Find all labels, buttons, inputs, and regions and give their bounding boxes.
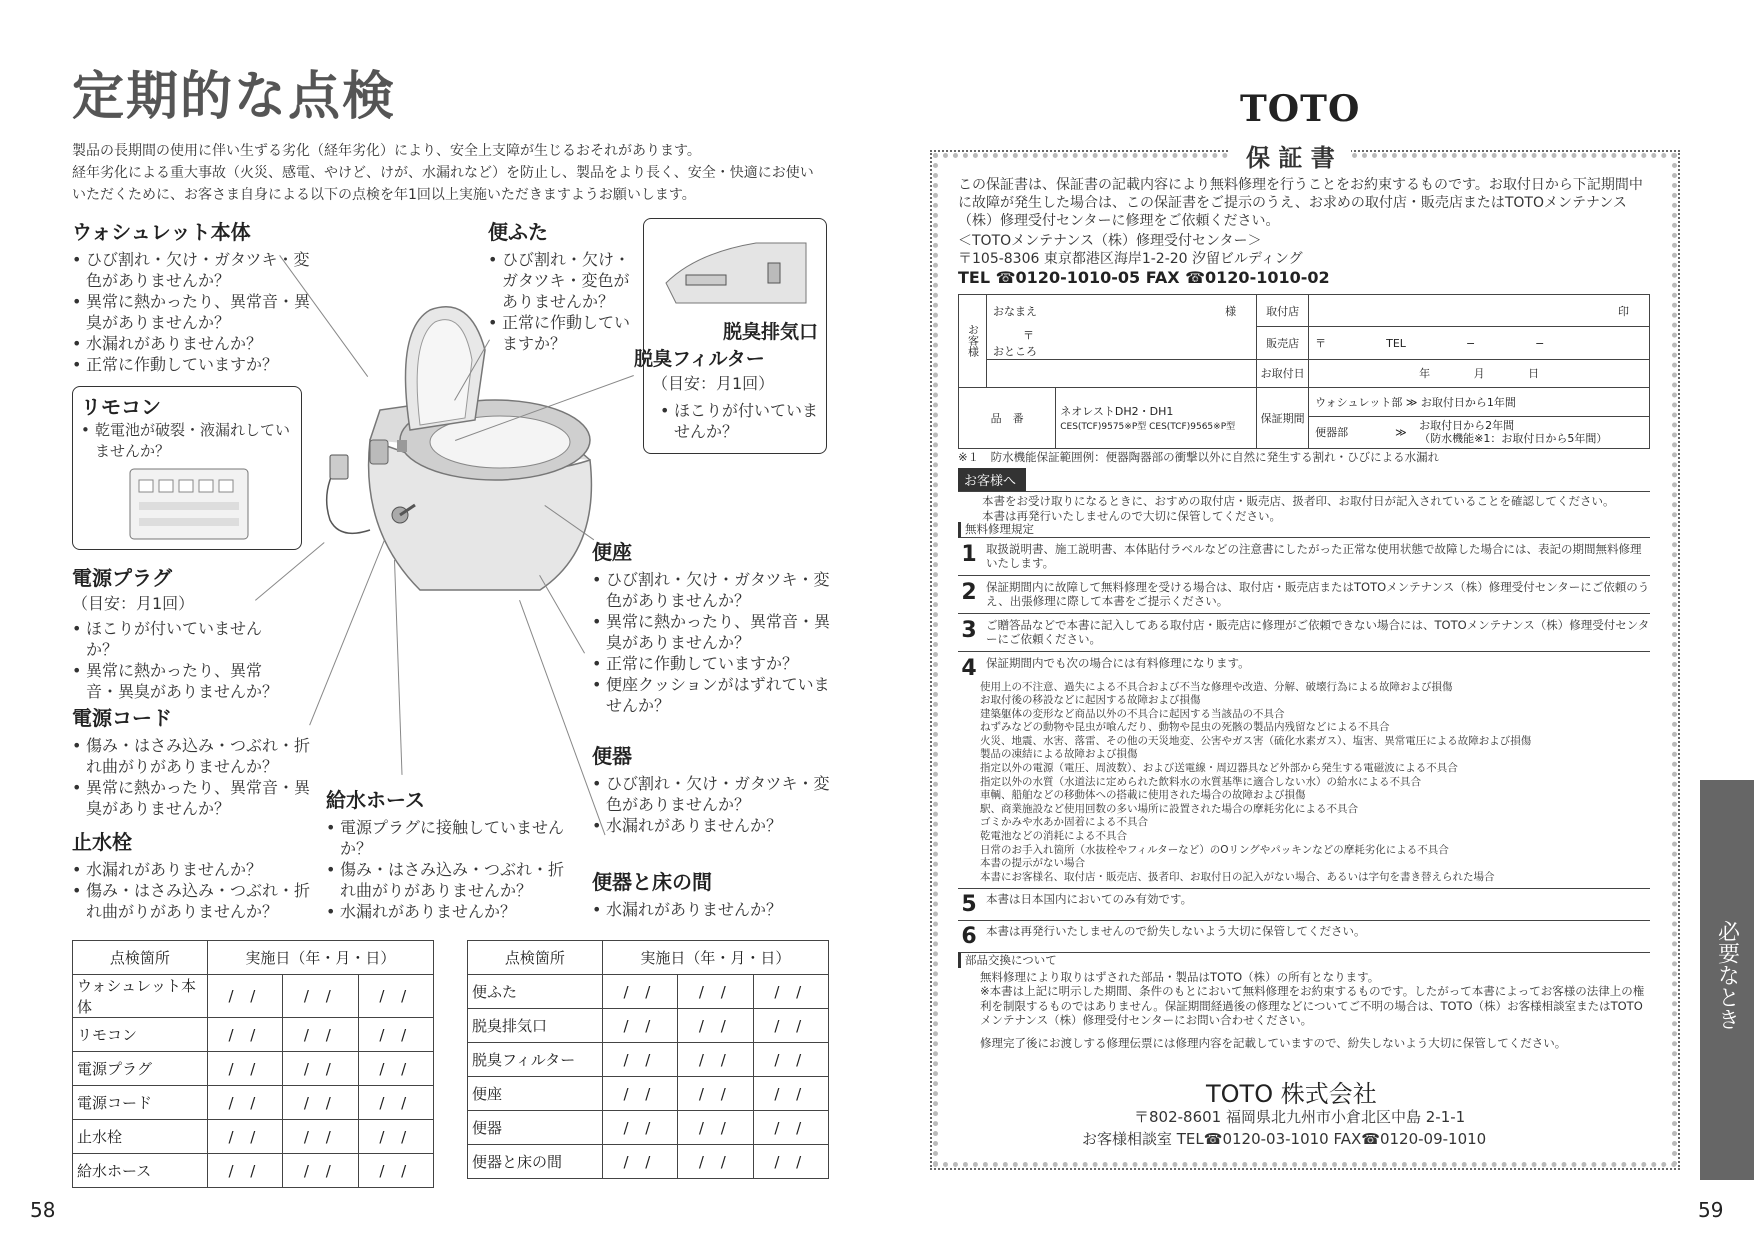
inkan-mark: 印 xyxy=(1309,295,1650,327)
table-row: 脱臭排気口 / / / / / / xyxy=(468,1009,829,1043)
customer-label: お客様 xyxy=(959,295,987,388)
parts-text: 無料修理により取りはずされた部品・製品はTOTO（株）の所有となります。 xyxy=(980,969,1380,984)
section-floor xyxy=(592,866,832,920)
rule-text: 保証期間内に故障して無料修理を受ける場合は、取付店・販売店またはTOTOメンテナンス（株）修理受付センターにご依頼のうえ、出張修理に際して本書をご提示ください。 xyxy=(986,579,1650,608)
center-address: 〒105-8306 東京都港区海岸1-2-20 汐留ビルディング xyxy=(958,251,1303,267)
product-codes: CES(TCF)9575※P型 CES(TCF)9565※P型 xyxy=(1060,422,1236,432)
check-item: • 異常に熱かったり、異常音・異臭がありませんか？ xyxy=(72,660,282,702)
product-name: ネオレストDH2・DH1 xyxy=(1060,405,1174,418)
section-deodor xyxy=(634,218,827,454)
check-item: • 水漏れがありませんか？ xyxy=(592,899,832,920)
dealer-tel: TEL xyxy=(1386,336,1406,350)
check-item: • 乾電池が破裂・液漏れしていませんか？ xyxy=(81,420,293,462)
check-item: • 異常に熱かったり、異常音・異臭がありませんか？ xyxy=(72,291,312,333)
washlet-period: お取付日から1年間 xyxy=(1420,395,1516,409)
name-label: おなまえ xyxy=(993,304,1037,318)
washlet-part: ウォシュレット部 xyxy=(1315,395,1403,409)
check-item: • 傷み・はさみ込み・つぶれ・折れ曲がりがありませんか？ xyxy=(72,880,312,922)
table-row: 止水栓 / / / / / / xyxy=(73,1120,434,1154)
install-date-label: お取付日 xyxy=(1257,359,1309,387)
section-heading: 便ふた xyxy=(488,220,548,244)
check-item: • ひび割れ・欠け・ガタツキ・変色がありませんか？ xyxy=(488,249,638,312)
table-header-place: 点検箇所 xyxy=(73,941,208,975)
check-item: • 水漏れがありませんか？ xyxy=(326,901,571,922)
rule-text: 保証期間内でも次の場合には有料修理になります。 xyxy=(986,655,1250,670)
rule-text: 取扱説明書、施工説明書、本体貼付ラベルなどの注意書にしたがった正常な使用状態で故障した場合には、表記の期間無料修理いたします。 xyxy=(986,541,1642,570)
section-heading: 電源コード xyxy=(72,706,172,730)
company-name: TOTO 株式会社 xyxy=(1206,1080,1377,1108)
intro-line: いただくために、お客さま自身による以下の点検を年1回以上実施いただきますようお願いします。 xyxy=(72,187,696,203)
check-item: • ひび割れ・欠け・ガタツキ・変色がありませんか？ xyxy=(592,773,832,815)
bowl-period: お取付日から2年間 xyxy=(1419,419,1515,432)
check-item: • ほこりが付いていませんか？ xyxy=(660,400,818,442)
table-row: 給水ホース / / / / / / xyxy=(73,1154,434,1188)
center-name: ＜TOTOメンテナンス（株）修理受付センター＞ xyxy=(958,233,1262,249)
table-header-date: 実施日（年・月・日） xyxy=(207,941,433,975)
section-heading: 便座 xyxy=(592,540,632,564)
rule-text: 本書は日本国内においてのみ有効です。 xyxy=(986,892,1193,907)
company-tel: お客様相談室 TEL☎0120-03-1010 FAX☎0120-09-1010 xyxy=(1082,1130,1487,1148)
section-plug xyxy=(72,562,312,702)
section-heading: ウォシュレット本体 xyxy=(72,220,251,244)
intro-line: 製品の長期間の使用に伴い生ずる劣化（経年劣化）により、安全上支障が生じるおそれがあります。 xyxy=(72,143,701,159)
section-bowl xyxy=(592,740,832,836)
remote-illustration xyxy=(129,468,249,540)
sama-label: 様 xyxy=(1225,304,1237,318)
section-heading: 便器 xyxy=(592,744,632,768)
check-item: • 異常に熱かったり、異常音・異臭がありませんか？ xyxy=(72,777,312,819)
deodorizer-illustration xyxy=(656,223,816,313)
check-item: • 異常に熱かったり、異常音・異臭がありませんか？ xyxy=(592,611,832,653)
check-item: • 便座クッションがはずれていませんか？ xyxy=(592,674,832,716)
slip-text: 修理完了後にお渡しする修理伝票には修理内容を記載していますので、紛失しないよう大切に保管してください。 xyxy=(980,1035,1567,1050)
check-item: • 正常に作動していますか？ xyxy=(592,653,832,674)
check-item: • 傷み・はさみ込み・つぶれ・折れ曲がりがありませんか？ xyxy=(326,859,571,901)
center-tel: TEL ☎0120-1010-05 FAX ☎0120-1010-02 xyxy=(958,268,1330,287)
section-remote xyxy=(72,386,302,550)
check-table-1 xyxy=(72,940,434,1188)
dealer-zip: 〒 xyxy=(1315,336,1327,350)
section-valve xyxy=(72,826,312,922)
table-row: 便ふた / / / / / / xyxy=(468,975,829,1009)
rule-text: 本書は再発行いたしませんので紛失しないよう大切に保管してください。 xyxy=(986,924,1366,939)
table-row: 便器 / / / / / / xyxy=(468,1111,829,1145)
table-row: 脱臭フィルター / / / / / / xyxy=(468,1043,829,1077)
warranty-period-label: 保証期間 xyxy=(1257,387,1309,448)
bowl-part: 便器部 xyxy=(1315,426,1349,439)
warranty-intro: この保証書は、保証書の記載内容により無料修理を行うことをお約束するものです。お取付日から下記期間中に故障が発生した場合は、この保証書をご提示のうえ、お求めの取付店・販売店またはTOTOメンテナンス（株）修理受付センターに修理をご依頼ください。 xyxy=(958,177,1643,229)
table-row: 電源プラグ / / / / / / xyxy=(73,1052,434,1086)
page-number: 58 xyxy=(30,1198,56,1222)
rule4-list: 使用上の不注意、過失による不具合および不当な修理や改造、分解、破壊行為による故障および損傷 お取付後の移設などに起因する故障および損傷 建築躯体の変形など商品以外の不具合に起因する当該品の不具合 ねずみなどの動物や昆虫が喰んだり、動物や昆虫の死骸の製品内残留などによる不具合 火災、地震、水害、落雷、その他の天災地変、公害やガス害（硫化水素ガス）、塩害、異常電圧による故障および損傷 製品の凍結による故障および損傷 指定以外の電源（電圧、周波数）、および送電線・周辺器具など外部から発生する電磁波による不具合 指定以外の水質（水道法に定められた飲料水の水質基準に適合しない水）の給水による不具合 車輌、船舶などの移動体への搭載に使用された場合の故障および損傷 駅、商業施設など使用回数の多い場所に設置された場合の摩耗劣化による不具合 ゴミかみや水あか固着による不具合 乾電池などの消耗による不具合 日常のお手入れ箇所（水抜栓やフィルターなど）のOリングやパッキンなどの摩耗劣化による不具合 本書の提示がない場合 本書にお客様名、取付店・販売店、扱者印、お取付日の記入がない場合、あるいは字句を書き替えられた場合 xyxy=(980,680,1532,883)
page-title: 定期的な点検 xyxy=(72,67,397,127)
table-header-place: 点検箇所 xyxy=(468,941,603,975)
parts-label: 部品交換について xyxy=(958,952,1650,968)
check-item: • 電源プラグに接触していませんか？ xyxy=(326,817,571,859)
install-date-field[interactable]: 年 月 日 xyxy=(1309,359,1650,387)
section-cord xyxy=(72,702,312,819)
zip-label: 〒 xyxy=(1023,328,1034,342)
section-washlet xyxy=(72,216,312,375)
footnote-1: ※１ 防水機能保証範囲例：便器陶器部の衝撃以外に自然に発生する割れ・ひびによる水漏れ xyxy=(958,450,1440,464)
page-number: 59 xyxy=(1698,1198,1724,1222)
toto-logo: TOTO xyxy=(1240,88,1361,130)
check-item: • ひび割れ・欠け・ガタツキ・変色がありませんか？ xyxy=(592,569,832,611)
free-repair-label: 無料修理規定 xyxy=(958,522,1650,538)
table-row: 便器と床の間 / / / / / / xyxy=(468,1145,829,1179)
address-label: おところ xyxy=(993,344,1037,358)
section-sub: （目安：月1回） xyxy=(72,594,195,613)
check-item: • ほこりが付いていませんか？ xyxy=(72,618,282,660)
check-item: • 正常に作動していますか？ xyxy=(488,312,638,354)
check-item: • 水漏れがありませんか？ xyxy=(72,333,312,354)
table-row: 便座 / / / / / / xyxy=(468,1077,829,1111)
warranty-title: 保 証 書 xyxy=(1230,138,1351,173)
section-heading: 止水栓 xyxy=(72,830,132,854)
warranty-form: お客様 おなまえ 様 取付店 印 〒 おところ 販売店 〒 TEL − − お取付日 年 月 日 品 番 ネオレストDH2・DH1 CES(TCF)9575※P型 CES(TCF)9565※P型 保証期間 ウォシュレット部 ≫ お取付日から1年間 便器部 ≫ お取付日から2年間 （防水機能※1：お取付日から5年間） xyxy=(958,294,1650,449)
table-row: ウォシュレット本体 / / / / / / xyxy=(73,975,434,1018)
to-customer-line: 本書は再発行いたしませんので大切に保管してください。 xyxy=(982,508,1281,523)
section-heading: 電源プラグ xyxy=(72,566,172,590)
rule-text: ご贈答品などで本書に記入してある取付店・販売店に修理がご依頼できない場合には、TOTOメンテナンス（株）修理受付センターにご依頼ください。 xyxy=(986,617,1650,646)
dealer-label: 取付店 xyxy=(1257,295,1309,327)
section-heading: 便器と床の間 xyxy=(592,870,712,894)
check-item: • ひび割れ・欠け・ガタツキ・変色がありませんか？ xyxy=(72,249,312,291)
section-heading: リモコン xyxy=(81,395,161,419)
check-item: • 水漏れがありませんか？ xyxy=(72,859,312,880)
section-lid xyxy=(488,216,638,354)
side-tab[interactable]: 必要なとき xyxy=(1700,780,1754,1180)
bowl-period-waterproof: （防水機能※1：お取付日から5年間） xyxy=(1419,432,1608,445)
section-sub: （目安：月1回） xyxy=(652,374,775,393)
table-row: リモコン / / / / / / xyxy=(73,1018,434,1052)
section-seat xyxy=(592,536,832,716)
to-customer-line: 本書をお受け取りになるときに、おすめの取付店・販売店、扱者印、お取付日が記入されていることを確認してください。 xyxy=(982,494,1615,508)
table-header-date: 実施日（年・月・日） xyxy=(602,941,828,975)
section-heading: 給水ホース xyxy=(326,788,425,812)
section-heading: 脱臭フィルター xyxy=(634,348,765,370)
product-label: 品 番 xyxy=(959,387,1056,448)
table-row: 電源コード / / / / / / xyxy=(73,1086,434,1120)
section-hose xyxy=(326,784,571,922)
company-address: 〒802-8601 福岡県北九州市小倉北区中島 2-1-1 xyxy=(1134,1108,1466,1126)
law-text: ※本書は上記に明示した期間、条件のもとにおいて無料修理をお約束するものです。したがって本書によってお客様の法律上の権利を制限するものではありません。保証期間経過後の修理などについてご不明の場合は、TOTO（株）お客様相談室またはTOTOメンテナンス（株）修理受付センターにお問い合わせください。 xyxy=(980,984,1645,1028)
check-table-2 xyxy=(467,940,829,1179)
intro-line: 経年劣化による重大事故（火災、感電、やけど、けが、水漏れなど）を防止し、製品をより長く、安全・快適にお使い xyxy=(72,165,814,181)
intro-text xyxy=(72,140,842,206)
section-heading: 脱臭排気口 xyxy=(722,321,818,343)
check-item: • 傷み・はさみ込み・つぶれ・折れ曲がりがありませんか？ xyxy=(72,735,312,777)
dealer-label-2: 販売店 xyxy=(1257,327,1309,360)
to-customer-tag: お客様へ xyxy=(958,468,1026,491)
check-item: • 水漏れがありませんか？ xyxy=(592,815,832,836)
check-item: • 正常に作動していますか？ xyxy=(72,354,312,375)
free-repair-section: 無料修理規定 1 取扱説明書、施工説明書、本体貼付ラベルなどの注意書にしたがった正常な使用状態で故障した場合には、表記の期間無料修理いたします。 2 保証期間内に故障して無料修理を受ける場合は、取付店・販売店またはTOTOメンテナンス（株）修理受付センターにご依頼のうえ、出張修理に際して本書をご提示ください。 3 ご贈答品などで本書に記入してある取付店・販売店に修理がご依頼できない場合には、TOTOメンテナンス（株）修理受付センターにご依頼ください。 4 保証期間内でも次の場合には有料修理になります。 使用上の不注意、過失による不具合および不当な修理や改造、分解、破壊行為による故障および損傷 お取付後の移設などに起因する故障および損傷 建築躯体の変形など商品以外の不具合に起因する当該品の不具合 ねずみなどの動物や昆虫が喰んだり、動物や昆虫の死骸の製品内残留などによる不具合 火災、地震、水害、落雷、その他の天災地変、公害やガス害（硫化水素ガス）、塩害、異常電圧による故障および損傷 製品の凍結による故障および損傷 指定以外の電源（電圧、周波数）、および送電線・周辺器具など外部から発生する電磁波による不具合 指定以外の水質（水道法に定められた飲料水の水質基準に適合しない水）の給水による不具合 車輌、船舶などの移動体への搭載に使用された場合の故障および損傷 駅、商業施設など使用回数の多い場所に設置された場合の摩耗劣化による不具合 ゴミかみや水あか固着による不具合 乾電池などの消耗による不具合 日常のお手入れ箇所（水抜栓やフィルターなど）のOリングやパッキンなどの摩耗劣化による不具合 本書の提示がない場合 本書にお客様名、取付店・販売店、扱者印、お取付日の記入がない場合、あるいは字句を書き替えられた場合 5 本書は日本国内においてのみ有効です。 6 本書は再発行いたしませんので紛失しないよう大切に保管してください。 部品交換について 無料修理により取りはずされた部品・製品はTOTO（株）の所有となります。 ※本書は上記に明示した期間、条件のもとにおいて無料修理をお約束するものです。したがって本書によってお客様の法律上の権利を制限するものではありません。保証期間経過後の修理などについてご不明の場合は、TOTO（株）お客様相談室またはTOTOメンテナンス（株）修理受付センターにお問い合わせください。 修理完了後にお渡しする修理伝票には修理内容を記載していますので、紛失しないよう大切に保管してください。 xyxy=(958,522,1650,1050)
to-customer-section xyxy=(958,468,1650,523)
